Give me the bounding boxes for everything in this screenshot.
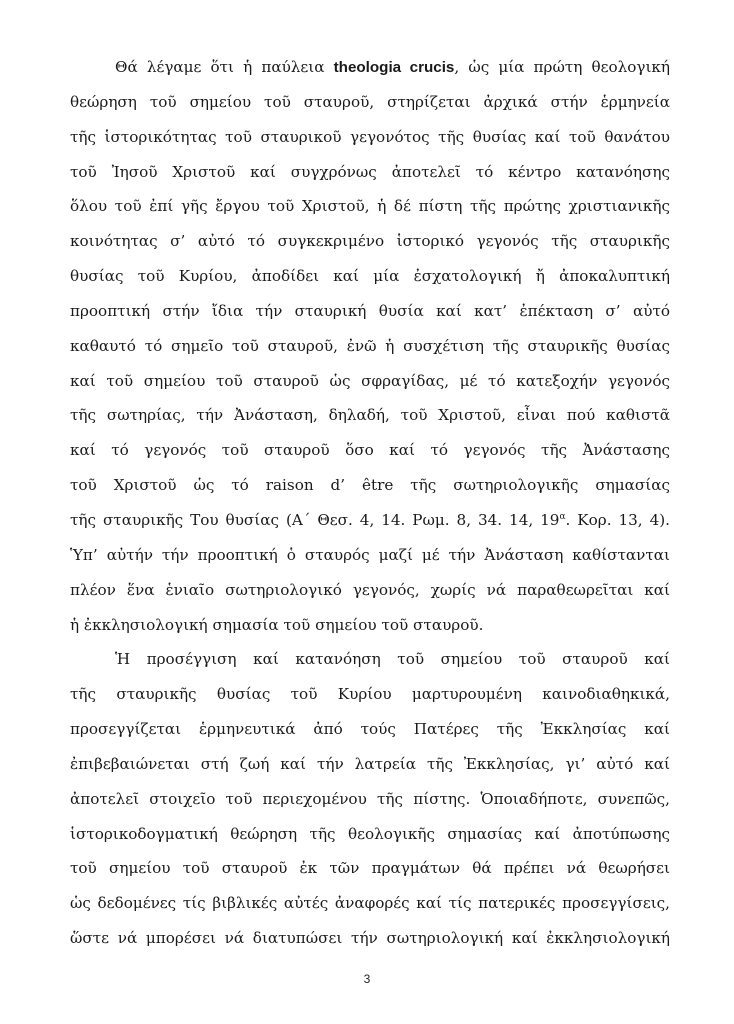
text-line: ἡ ἐκκλησιολογική σημασία τοῦ σημείου τοῦ σταυροῦ.	[70, 615, 484, 634]
text-line: ὥστε νά μπορέσει νά διατυπώσει τήν σωτηριολογική καί ἐκκλησιολογική	[70, 929, 670, 948]
text-line: τοῦ Ἰησοῦ Χριστοῦ καί συγχρόνως ἀποτελεῖ τό κέντρο κατανόησης	[70, 162, 670, 181]
text-line	[70, 50, 670, 85]
text-line: πλέον ἕνα ἑνιαῖο σωτηριολογικό γεγονός, χωρίς νά παραθεωρεῖται καί	[70, 580, 670, 599]
text-line: κοινότητας σ’ αὐτό τό συγκεκριμένο ἱστορικό γεγονός τῆς σταυρικῆς	[70, 232, 670, 251]
text-line: Ἡ προσέγγιση καί κατανόηση τοῦ σημείου τοῦ σταυροῦ καί	[115, 650, 670, 669]
text-line: Ὑπ’ αὐτήν τήν προοπτική ὁ σταυρός μαζί μέ τήν Ἀνάσταση καθίστανται	[70, 545, 670, 564]
text-line	[70, 503, 670, 538]
paragraph	[70, 50, 670, 642]
text-line: ἀποτελεῖ στοιχεῖο τοῦ περιεχομένου τῆς πίστης. Ὁποιαδήποτε, συνεπῶς,	[70, 789, 670, 808]
text-line: τοῦ Χριστοῦ ὡς τό raison d’ être τῆς σωτηριολογικῆς σημασίας	[70, 476, 670, 495]
text-line: ὡς δεδομένες τίς βιβλικές αὐτές ἀναφορές καί τίς πατερικές προσεγγίσεις,	[70, 894, 670, 913]
text-line: θεώρηση τοῦ σημείου τοῦ σταυροῦ, στηρίζεται ἀρχικά στήν ἑρμηνεία	[70, 92, 670, 111]
text-segment: τῆς σταυρικῆς Του θυσίας (Α΄ Θεσ. 4, 14. Ρωμ. 8, 34. 14, 19	[70, 510, 560, 529]
text-segment: , ὡς μία πρώτη θεολογική	[454, 58, 670, 76]
text-segment: . Κορ. 13, 4).	[565, 510, 670, 529]
text-line: καί τοῦ σημείου τοῦ σταυροῦ ὡς σφραγίδας, μέ τό κατεξοχήν γεγονός	[70, 371, 670, 390]
text-line: τῆς σωτηρίας, τήν Ἀνάσταση, δηλαδή, τοῦ Χριστοῦ, εἶναι πού καθιστᾶ	[70, 406, 670, 425]
text-segment: Θά λέγαμε ὅτι ἡ παύλεια	[115, 58, 334, 76]
text-line: προσεγγίζεται ἑρμηνευτικά ἀπό τούς Πατέρες τῆς Ἐκκλησίας καί	[70, 720, 670, 739]
text-line: καθαυτό τό σημεῖο τοῦ σταυροῦ, ἐνῶ ἡ συσχέτιση τῆς σταυρικῆς θυσίας	[70, 336, 670, 355]
text-line: θυσίας τοῦ Κυρίου, ἀποδίδει καί μία ἐσχατολογική ἤ ἀποκαλυπτική	[70, 267, 670, 286]
body-text	[70, 50, 670, 956]
text-line: ἱστορικοδογματική θεώρηση τῆς θεολογικῆς σημασίας καί ἀποτύπωσης	[70, 824, 670, 843]
text-line: ἐπιβεβαιώνεται στή ζωή καί τήν λατρεία τῆς Ἐκκλησίας, γι’ αὐτό καί	[70, 754, 670, 773]
text-line: τοῦ σημείου τοῦ σταυροῦ ἐκ τῶν πραγμάτων θά πρέπει νά θεωρήσει	[70, 859, 670, 878]
text-line: προοπτική στήν ἴδια τήν σταυρική θυσία καί κατ’ ἐπέκταση σ’ αὐτό	[70, 301, 670, 320]
text-line: ὅλου τοῦ ἐπί γῆς ἔργου τοῦ Χριστοῦ, ἡ δέ πίστη τῆς πρώτης χριστιανικῆς	[70, 197, 670, 216]
text-line: τῆς σταυρικῆς θυσίας τοῦ Κυρίου μαρτυρουμένη καινοδιαθηκικά,	[70, 685, 670, 704]
emphasized-term: theologia crucis	[333, 59, 455, 76]
paragraph	[70, 642, 670, 956]
page-number: 3	[363, 972, 371, 986]
text-line: τῆς ἱστορικότητας τοῦ σταυρικοῦ γεγονότος τῆς θυσίας καί τοῦ θανάτου	[70, 127, 670, 146]
superscript: α	[559, 511, 566, 522]
text-line: καί τό γεγονός τοῦ σταυροῦ ὅσο καί τό γεγονός τῆς Ἀνάστασης	[70, 441, 670, 460]
